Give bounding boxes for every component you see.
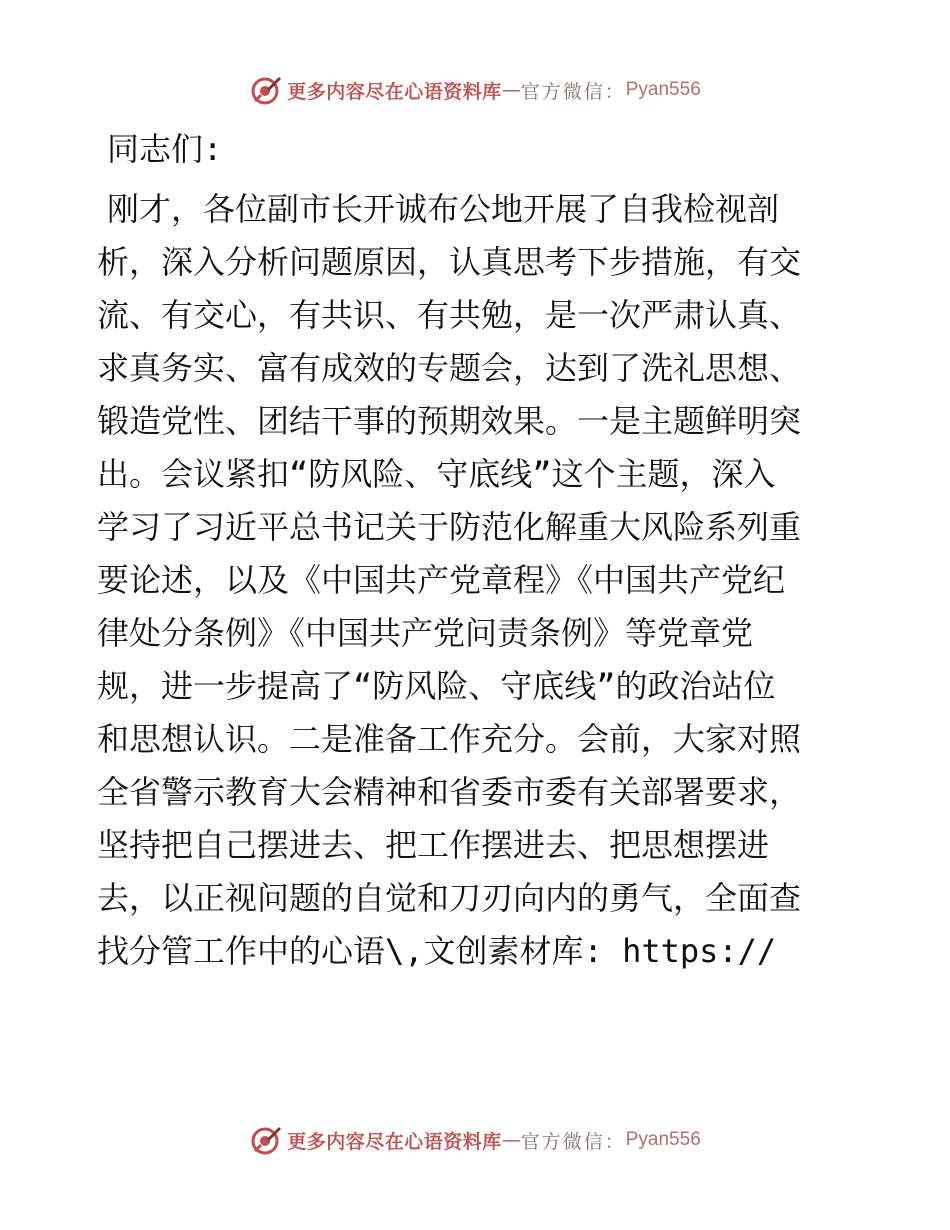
text-line: 要论述，以及《中国共产党章程》《中国共产党纪 bbox=[97, 561, 786, 599]
text-line: 和思想认识。二是准备工作充分。会前，大家对照 bbox=[97, 720, 802, 758]
footer-brand-text: 更多内容尽在心语资料库 bbox=[287, 1130, 502, 1153]
text-line: 锻造党性、团结干事的预期效果。一是主题鲜明突 bbox=[97, 402, 802, 440]
header-wechat-label: 官方微信： bbox=[520, 80, 626, 103]
footer-wechat-id: Pyan556 bbox=[625, 1129, 701, 1150]
pen-logo-icon bbox=[249, 73, 283, 107]
text-line: 求真务实、富有成效的专题会，达到了洗礼思想、 bbox=[97, 349, 802, 387]
footer-banner bbox=[0, 1122, 950, 1158]
salutation: 同志们: bbox=[107, 130, 223, 168]
header-wechat-id: Pyan556 bbox=[625, 79, 701, 100]
text-line: 析，深入分析问题原因，认真思考下步措施，有交 bbox=[97, 243, 802, 281]
footer-separator: — bbox=[501, 1129, 521, 1151]
text-line: 全省警示教育大会精神和省委市委有关部署要求， bbox=[97, 773, 802, 811]
text-line: 学习了习近平总书记关于防范化解重大风险系列重 bbox=[97, 508, 802, 546]
pen-logo-icon bbox=[249, 1123, 283, 1157]
text-line: 去，以正视问题的自觉和刀刃向内的勇气，全面查 bbox=[97, 879, 802, 917]
text-line: 刚才，各位副市长开诚布公地开展了自我检视剖 bbox=[107, 190, 780, 228]
footer-wechat-label: 官方微信： bbox=[520, 1130, 626, 1153]
header-brand-text: 更多内容尽在心语资料库 bbox=[287, 80, 502, 103]
text-line: 出。会议紧扣“防风险、守底线”这个主题，深入 bbox=[97, 455, 776, 493]
text-line: 规，进一步提高了“防风险、守底线”的政治站位 bbox=[97, 667, 776, 705]
header-banner bbox=[0, 72, 950, 108]
text-line: 律处分条例》《中国共产党问责条例》等党章党 bbox=[97, 614, 754, 652]
header-separator: — bbox=[501, 79, 521, 101]
text-line: 找分管工作中的心语\,文创素材库: https:// bbox=[97, 932, 777, 970]
text-line: 流、有交心，有共识、有共勉，是一次严肃认真、 bbox=[97, 296, 802, 334]
text-line: 坚持把自己摆进去、把工作摆进去、把思想摆进 bbox=[97, 826, 770, 864]
document-body bbox=[97, 124, 857, 978]
